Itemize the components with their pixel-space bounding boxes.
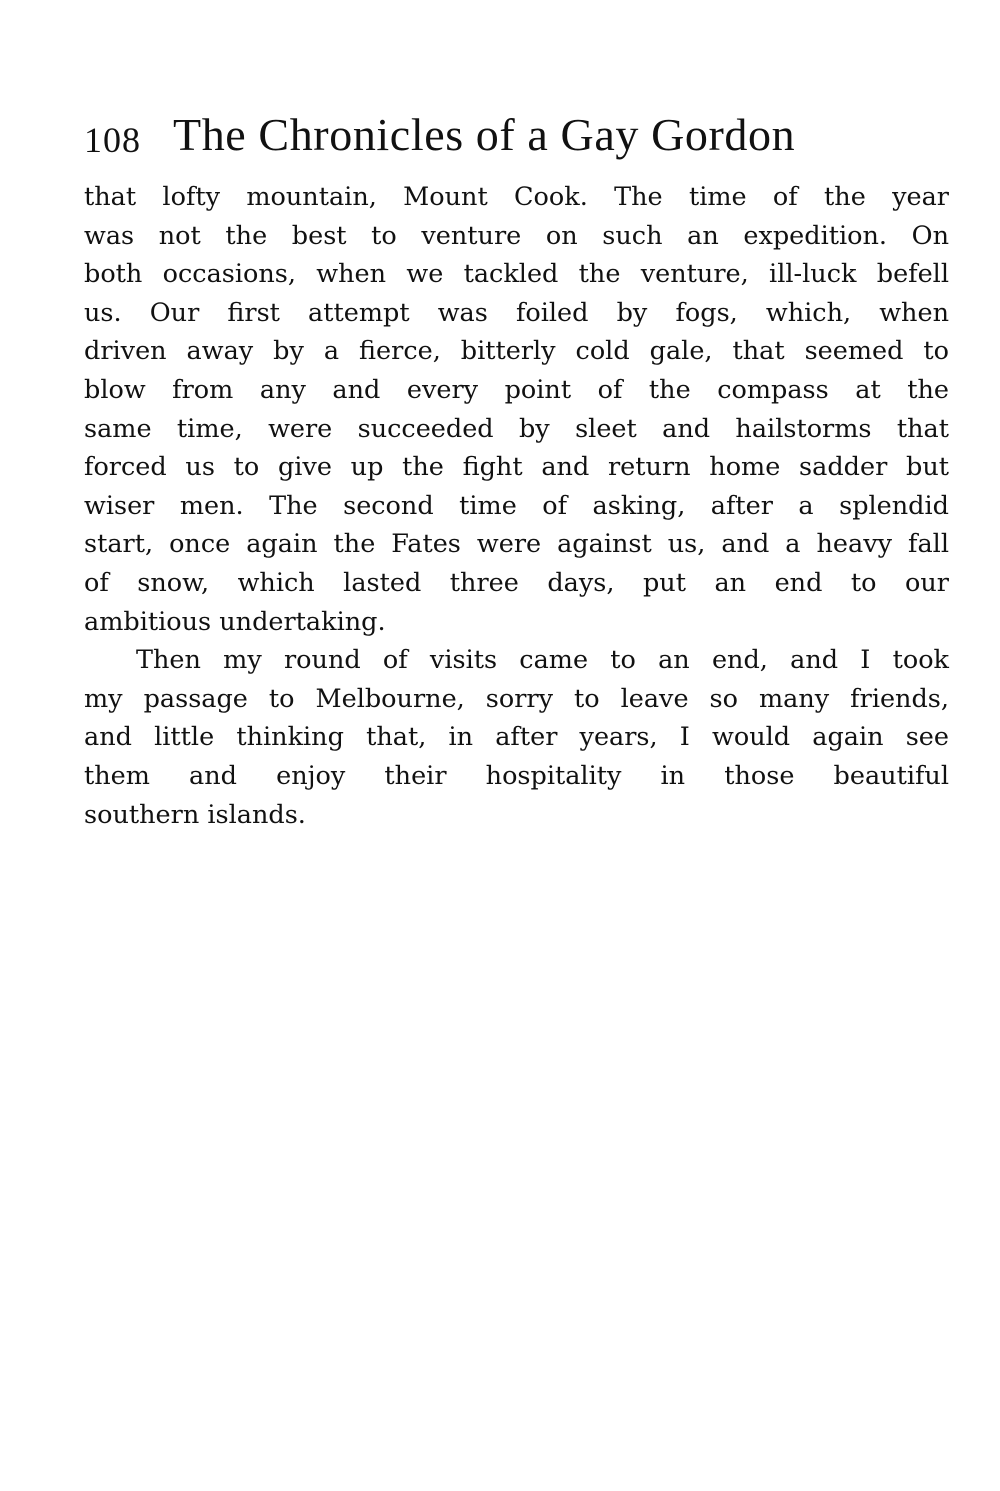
- text-line: wiser men. The second time of asking, after a splendid: [84, 490, 949, 521]
- text-line: and little thinking that, in after years, I would again see: [84, 722, 949, 753]
- paragraph-2: [84, 641, 949, 834]
- text-line: forced us to give up the fight and return home sadder but: [84, 452, 949, 483]
- running-title: The Chronicles of a Gay Gordon: [173, 109, 796, 160]
- body-text: [84, 178, 949, 834]
- text-line: them and enjoy their hospitality in those beautiful: [84, 760, 949, 791]
- text-line: driven away by a fierce, bitterly cold gale, that seemed to: [84, 336, 949, 367]
- text-line: my passage to Melbourne, sorry to leave so many friends,: [84, 683, 949, 714]
- text-line: ambitious undertaking.: [84, 606, 386, 637]
- paragraph-1: [84, 178, 949, 641]
- text-line: Then my round of visits came to an end, and I took: [136, 645, 949, 676]
- text-line: that lofty mountain, Mount Cook. The time of the year: [84, 182, 949, 212]
- page-number: 108: [84, 120, 141, 160]
- text-line: same time, were succeeded by sleet and hailstorms that: [84, 413, 949, 444]
- text-line: was not the best to venture on such an expedition. On: [84, 220, 949, 251]
- text-line: start, once again the Fates were against us, and a heavy fall: [84, 529, 949, 560]
- text-line: us. Our first attempt was foiled by fogs, which, when: [84, 297, 949, 328]
- text-line: blow from any and every point of the compass at the: [84, 374, 949, 405]
- text-line: both occasions, when we tackled the venture, ill-luck befell: [84, 259, 949, 290]
- text-line: southern islands.: [84, 799, 306, 830]
- text-line: of snow, which lasted three days, put an end to our: [84, 567, 949, 598]
- page-header: [84, 108, 894, 168]
